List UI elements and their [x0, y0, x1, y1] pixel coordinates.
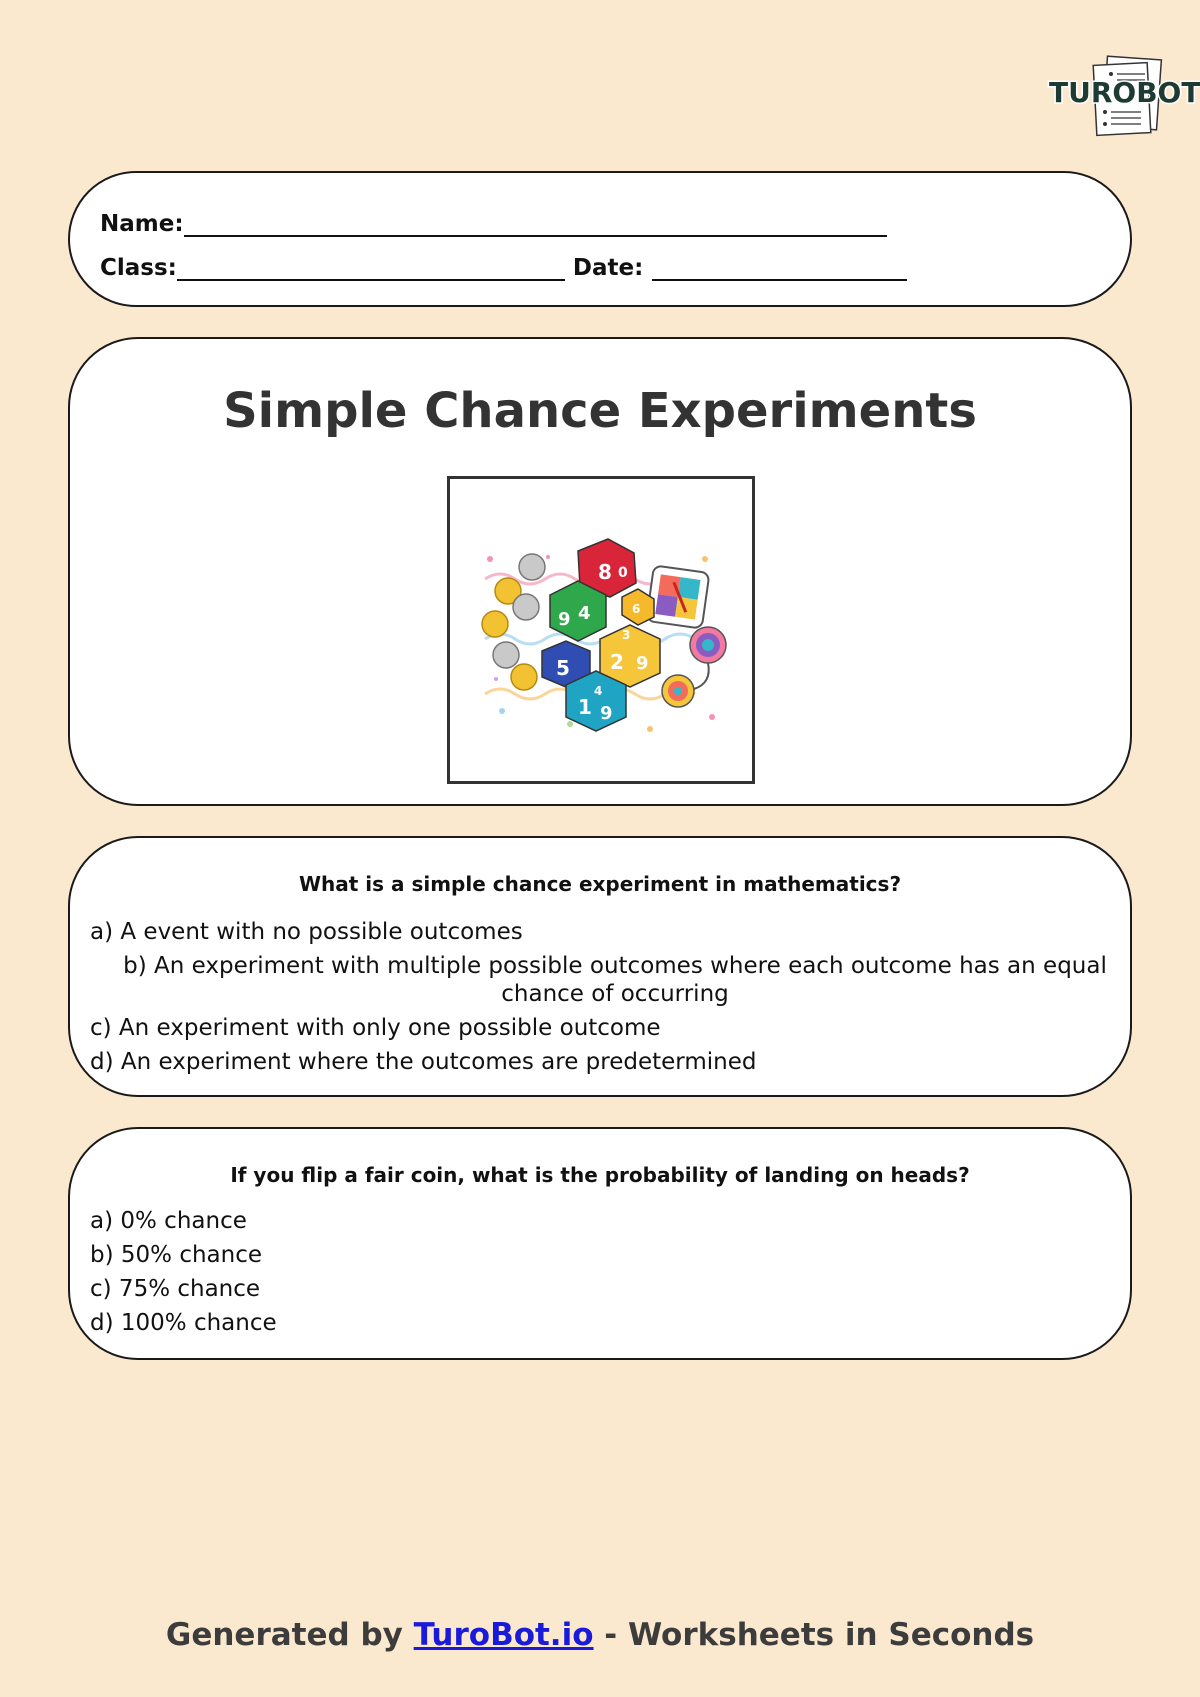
option-d[interactable]: d) An experiment where the outcomes are predetermined — [90, 1049, 757, 1075]
title-card — [68, 337, 1132, 806]
option-c[interactable]: c) 75% chance — [90, 1276, 261, 1302]
svg-text:2: 2 — [610, 650, 624, 674]
question-text: If you flip a fair coin, what is the probability of landing on heads? — [230, 1163, 970, 1187]
question-text: What is a simple chance experiment in mathematics? — [298, 872, 902, 896]
option-a[interactable]: a) A event with no possible outcomes — [90, 919, 523, 945]
svg-text:4: 4 — [594, 684, 603, 698]
svg-text:6: 6 — [632, 602, 641, 616]
class-field[interactable] — [177, 257, 565, 281]
option-b[interactable]: b) 50% chance — [90, 1242, 263, 1268]
name-label: Name: — [100, 211, 184, 237]
logo-text: TUROBOT — [1049, 76, 1200, 109]
svg-text:9: 9 — [558, 609, 571, 630]
svg-text:1: 1 — [578, 695, 592, 719]
date-field[interactable] — [652, 257, 907, 281]
answer-options — [90, 1207, 1110, 1343]
footer-suffix: - Worksheets in Seconds — [593, 1617, 1035, 1653]
footer — [0, 1617, 1200, 1653]
svg-text:5: 5 — [556, 656, 570, 680]
svg-text:8: 8 — [598, 560, 612, 584]
footer-prefix: Generated by — [165, 1617, 414, 1653]
question-card-2 — [68, 1127, 1132, 1360]
svg-text:9: 9 — [600, 703, 613, 724]
turobot-link[interactable]: TuroBot.io — [413, 1617, 594, 1653]
question-card-1 — [68, 836, 1132, 1097]
worksheet-title: Simple Chance Experiments — [223, 383, 977, 439]
svg-text:0: 0 — [618, 565, 628, 581]
option-b[interactable]: b) An experiment with multiple possible outcomes where each outcome has an equal chance of occurring — [123, 953, 1107, 1007]
class-label: Class: — [100, 255, 177, 281]
answer-options — [90, 918, 1110, 1082]
dice-illustration — [447, 476, 755, 784]
option-d[interactable]: d) 100% chance — [90, 1310, 277, 1336]
student-info-card — [68, 171, 1132, 307]
svg-text:3: 3 — [622, 628, 631, 642]
option-a[interactable]: a) 0% chance — [90, 1208, 247, 1234]
svg-text:9: 9 — [636, 653, 649, 674]
date-label: Date: — [572, 255, 644, 281]
name-field[interactable] — [184, 213, 887, 237]
svg-text:4: 4 — [578, 603, 591, 624]
turobot-logo — [1045, 50, 1200, 140]
option-c[interactable]: c) An experiment with only one possible outcome — [90, 1015, 661, 1041]
